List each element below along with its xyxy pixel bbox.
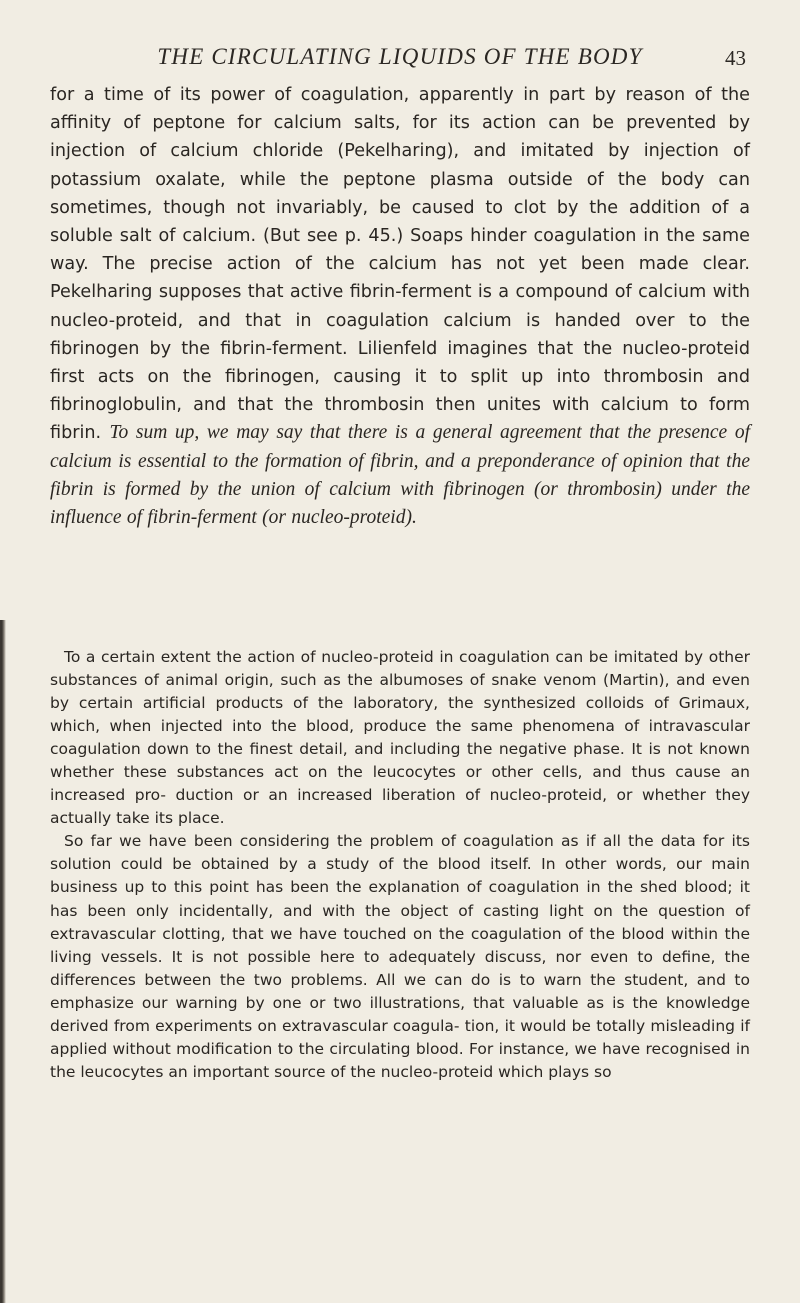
small-paragraph-nucleo-proteid: To a certain extent the action of nucleo-proteid in coagulation can be imitated by other substances of animal origin, such as the albumoses of snake venom (Martin), and even by certain artificial products of the laboratory, the synthesized colloids of Grimaux, which, when injected into the blood, produce the same phenomena of intravascular coagulation down to the finest detail, and including the negative phase. It is not known whether these substances act on the leucocytes or other cells, and thus cause an increased pro- duction or an increased liberation of nucleo-proteid, or whether they actually take its place. [50,648,750,828]
small-paragraph-coagulation-problem: So far we have been considering the problem of coagulation as if all the data for its solution could be obtained by a study of the blood itself. In other words, our main business up to this point has been the explanation of coagulation in the shed blood; it has been only incidentally, and with the object of casting light on the question of extravascular clotting, that we have touched on the coagulation of the blood within the living vessels. It is not possible here to adequately discuss, nor even to define, the differences between the two problems. All we can do is to warn the student, and to emphasize our warning by one or two illustrations, that valuable as is the knowledge derived from experiments on extravascular coagula- tion, it would be totally misleading if applied without modification to the circulating blood. For instance, we have recognised in the leucocytes an important source of the nucleo-proteid which plays so [50,832,750,1081]
page-number: 43 [725,46,746,70]
small-print-section [50,646,750,1084]
main-paragraph-text: for a time of its power of coagulation, apparently in part by reason of the affinity of peptone for calcium salts, for its action can be prevented by injection of calcium chloride (Pekelharing), and imitated by injection of potassium oxalate, while the peptone plasma outside of the body can sometimes, though not invariably, be caused to clot by the addition of a soluble salt of calcium. (But see p. 45.) Soaps hinder coagulation in the same way. The precise action of the calcium has not yet been made clear. Pekelharing supposes that active fibrin-ferment is a compound of calcium with nucleo-proteid, and that in coagulation calcium is handed over to the fibrinogen by the fibrin-ferment. Lilienfeld imagines that the nucleo-proteid first acts on the fibrinogen, causing it to split up into thrombosin and fibrinoglobulin, and that the thrombosin then unites with calcium to form fibrin. [50,85,750,444]
summary-italic-text: To sum up, we may say that there is a general agreement that the presence of calcium is essential to the formation of fibrin, and a preponderance of opinion that the fibrin is formed by the union of calcium with fibrinogen (or thrombosin) under the influence of fibrin-ferment (or nucleo-proteid). [50,422,750,529]
page-gutter-shadow [0,620,6,1303]
running-title: THE CIRCULATING LIQUIDS OF THE BODY [157,44,643,69]
page-header [50,40,750,80]
main-paragraph [50,81,750,532]
